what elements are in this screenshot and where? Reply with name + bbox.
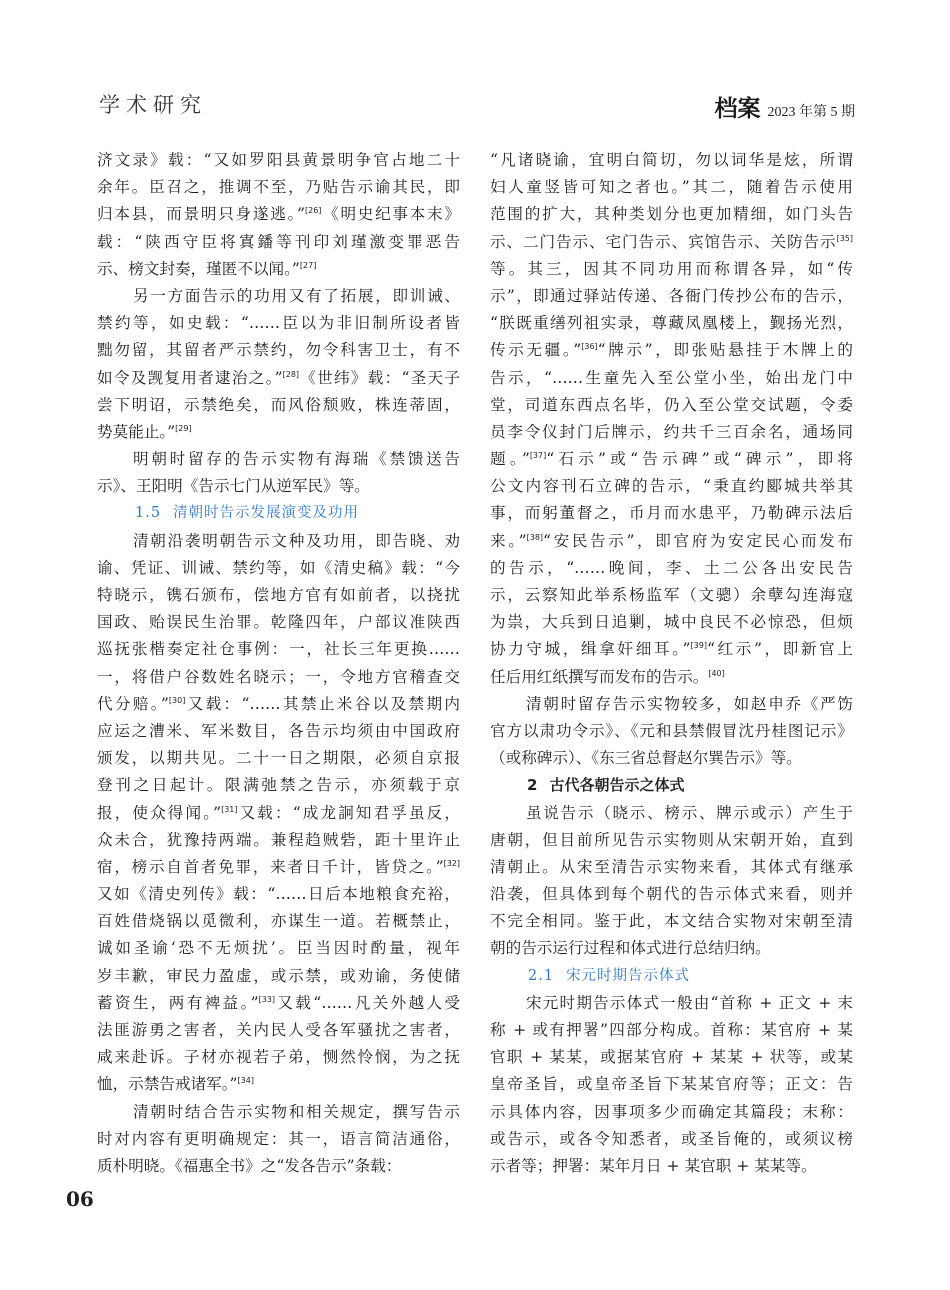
text-line: 众未合，犹豫持两端。兼程趋贼砦，距十里许止 xyxy=(97,830,460,849)
heading-title: 古代各朝告示之体式 xyxy=(549,776,685,795)
text-line: 朝的告示运行过程和体式进行总结归纳。 xyxy=(490,939,771,958)
running-header-right xyxy=(715,90,856,123)
journal-logo: 档案 xyxy=(714,95,761,122)
text-line: 示，云察知此举系杨监军（文骢）余孽勾连海寇 xyxy=(490,586,853,604)
text-line: 百姓借烧锅以觅微利，亦谋生一道。若概禁止， xyxy=(97,912,460,931)
paragraph xyxy=(490,800,853,963)
column-right xyxy=(490,147,853,1180)
text-line: 来。”[38]“安民告示”，即官府为安定民心而发布 xyxy=(490,531,853,550)
footnote-ref: [39] xyxy=(690,641,707,651)
text-line: 沿袭，但具体到每个朝代的告示体式来看，则并 xyxy=(490,885,853,904)
text-line: 示”，即通过驿站传递、各衙门传抄公布的告示， xyxy=(490,286,853,305)
paragraph xyxy=(97,283,460,446)
text-line: 妇人童竖皆可知之者也。”其二，随着告示使用 xyxy=(490,178,853,197)
paragraph xyxy=(490,147,853,691)
text-line: 恤，示禁告戒诸军。”[34] xyxy=(97,1075,254,1094)
section-heading xyxy=(490,772,853,799)
text-line: 官职 + 某某，或据某官府 + 某某 + 状等，或某 xyxy=(490,1048,853,1067)
text-line: 题。”[37]“石示”或“告示碑”或“碑示”，即将 xyxy=(490,450,853,469)
text-line: 明朝时留存的告示实物有海瑞《禁馈送告 xyxy=(133,450,460,469)
text-line: 巡抚张楷奏定社仓事例：一，社长三年更换…… xyxy=(97,640,460,659)
text-line: （或称碑示）、《东三省总督赵尔巽告示》等。 xyxy=(490,749,802,768)
text-line: 示、二门告示、宅门告示、宾馆告示、关防告示[35] xyxy=(490,232,853,251)
paragraph xyxy=(97,1099,460,1181)
text-line: 清朝沿袭明朝告示文种及功用，即告晓、劝 xyxy=(133,531,460,550)
text-line: 余年。臣召之，推调不至，乃贴告示谕其民，即 xyxy=(97,178,460,197)
text-line: 报，使众得闻。”[31]又载：“成龙詗知君孚虽反， xyxy=(97,803,460,822)
running-header-section: 学术研究 xyxy=(99,93,207,117)
footnote-ref: [28] xyxy=(282,369,300,379)
text-line: 时对内容有更明确规定：其一，语言简洁通俗， xyxy=(97,1129,460,1148)
text-line: 国政、贻误民生治罪。乾隆四年，户部议准陕西 xyxy=(97,613,460,632)
text-line: 特晓示，镌石颁布，偿地方官有如前者，以挠扰 xyxy=(97,586,460,604)
footnote-ref: [30] xyxy=(168,695,186,705)
text-line: 宋元时期告示体式一般由“首称 + 正文 + 末 xyxy=(526,993,853,1012)
text-line: 清朝时留存告示实物较多，如赵申乔《严饬 xyxy=(526,694,853,713)
text-line: 颁发，以期共见。二十一日之期限，必须自京报 xyxy=(97,749,460,768)
footnote-ref: [26] xyxy=(305,206,322,216)
paragraph xyxy=(490,990,853,1180)
text-line: 员李令仪封门后牌示，约共千三百余名，通场同 xyxy=(490,422,853,441)
text-line: 示具体内容，因事项多少而确定其篇段；末称： xyxy=(490,1102,853,1121)
text-line: 不完全相同。鉴于此，本文结合实物对宋朝至清 xyxy=(490,912,853,931)
text-line: 蓄资生，两有裨益。”[33]又载“……凡关外越人受 xyxy=(97,993,460,1012)
text-line: 另一方面告示的功用又有了拓展，即训诫、 xyxy=(133,286,460,305)
text-line: 范围的扩大，其种类划分也更加精细，如门头告 xyxy=(490,205,853,224)
heading-number: 2 xyxy=(527,776,538,795)
text-line: 代分赔。”[30]又载：“……其禁止米谷以及禁期内 xyxy=(97,694,460,713)
text-line: 谕、凭证、训诫、禁约等，如《清史稿》载：“今 xyxy=(97,558,460,577)
text-line: 如令及觊复用者逮治之。”[28]《世纬》载：“圣天子 xyxy=(97,368,460,387)
text-line: 又如《清史列传》载：“……日后本地粮食充裕， xyxy=(97,885,460,904)
text-line: 应运之漕米、军米数目，各告示均须由中国政府 xyxy=(97,721,460,740)
text-line: 示》、王阳明《告示七门从逆军民》等。 xyxy=(97,477,370,496)
text-line: 咸来赴诉。子材亦视若子弟，恻然怜悯，为之抚 xyxy=(97,1048,460,1067)
text-line: 黜勿留，其留者严示禁约，勿令科害卫士，有不 xyxy=(97,341,460,360)
text-line: 堂，司道东西点名毕，仍入至公堂交试题，令委 xyxy=(490,395,853,414)
text-line: 官方以肃功令示》、《元和县禁假冒沈丹桂图记示》 xyxy=(490,721,853,740)
page-number: 06 xyxy=(66,1187,94,1211)
footnote-ref: [40] xyxy=(708,668,725,678)
text-line: 诚如圣谕‘恐不无烦扰’。臣当因时酌量，视年 xyxy=(97,939,460,958)
text-line: 任后用红纸撰写而发布的告示。[40] xyxy=(490,667,725,686)
text-line: 称 + 或有押署”四部分构成。首称：某官府 + 某 xyxy=(490,1021,853,1039)
text-line: 清朝时结合告示实物和相关规定，撰写告示 xyxy=(133,1102,460,1121)
text-line: 势莫能止。”[29] xyxy=(97,422,192,441)
text-line: 或告示，或各令知悉者，或圣旨俺的，或须议榜 xyxy=(490,1129,853,1148)
text-line: 尝下明诏，示禁绝矣，而风俗颓败，株连蒂固， xyxy=(97,395,460,414)
text-line: 协力守城，缉拿奸细耳。”[39]“红示”，即新官上 xyxy=(490,640,853,659)
column-left xyxy=(97,147,460,1180)
footnote-ref: [38] xyxy=(526,532,544,542)
paragraph xyxy=(97,147,460,283)
text-line: 济文录》载：“又如罗阳县黄景明争官占地二十 xyxy=(97,151,460,169)
heading-number: 2.1 xyxy=(528,967,555,984)
subsection-heading xyxy=(97,500,460,527)
text-line: 唐朝，但目前所见告示实物则从宋朝开始，直到 xyxy=(490,830,853,849)
footnote-ref: [32] xyxy=(443,858,460,868)
text-line: 事，而躬董督之，币月而水患平，乃勒碑示法后 xyxy=(490,504,853,523)
text-line: 禁约等，如史载：“……臣以为非旧制所设者皆 xyxy=(97,314,460,333)
text-line: 清朝止。从宋至清告示实物来看，其体式有继承 xyxy=(490,857,853,876)
text-line: 公文内容刊石立碑的告示，“秉直约郾城共举其 xyxy=(490,477,853,496)
text-line: “朕既重缮列祖实录，尊藏凤凰楼上，觐扬光烈， xyxy=(490,314,853,333)
text-line: 虽说告示（晓示、榜示、牌示或示）产生于 xyxy=(526,803,853,822)
text-line: 法匪游勇之害者，关内民人受各军骚扰之害者， xyxy=(97,1021,460,1039)
text-line: 等。其三，因其不同功用而称谓各异，如“传 xyxy=(490,259,853,278)
footnote-ref: [27] xyxy=(299,260,317,270)
text-line: 载：“陕西守臣将寘鐇等刊印刘瑾激变罪恶告 xyxy=(97,232,460,251)
footnote-ref: [35] xyxy=(836,233,853,243)
heading-title: 宋元时期告示体式 xyxy=(566,967,691,984)
text-line: 质朴明晓。《福惠全书》之“发各告示”条载： xyxy=(97,1156,402,1175)
footnote-ref: [31] xyxy=(221,804,238,814)
text-line: 为祟，大兵到日追剿，城中良民不必惊恐，但烦 xyxy=(490,613,853,632)
text-line: 岁丰歉，审民力盈虚，或示禁，或劝谕，务使储 xyxy=(97,966,460,985)
text-line: 宿，榜示自首者免罪，来者日千计，皆贷之。”[32] xyxy=(97,857,460,876)
subsection-heading xyxy=(490,963,853,990)
text-line: “凡诸晓谕，宜明白简切，勿以词华是炫，所谓 xyxy=(490,151,853,169)
text-line: 登刊之日起计。限满弛禁之告示，亦须载于京 xyxy=(97,776,460,795)
text-line: 告示，“……生童先入至公堂小坐，始出龙门中 xyxy=(490,368,853,387)
text-line: 一，将借户谷数姓名晓示；一，令地方官稽查交 xyxy=(97,667,460,686)
heading-title: 清朝时告示发展演变及功用 xyxy=(173,505,360,522)
paragraph xyxy=(97,446,460,500)
footnote-ref: [36] xyxy=(581,342,598,352)
heading-number: 1.5 xyxy=(135,505,162,522)
footnote-ref: [29] xyxy=(175,423,192,433)
text-line: 传示无疆。”[36]“牌示”，即张贴悬挂于木牌上的 xyxy=(490,341,853,360)
text-line: 皇帝圣旨，或皇帝圣旨下某某官府等；正文：告 xyxy=(490,1075,853,1094)
issue-label: 2023 年第 5 期 xyxy=(767,105,855,120)
paragraph xyxy=(97,528,460,1099)
footnote-ref: [34] xyxy=(237,1076,254,1086)
footnote-ref: [37] xyxy=(529,451,547,461)
text-line: 的告示，“……晚间，李、土二公各出安民告 xyxy=(490,558,853,577)
text-line: 示、榜文封奏，瑾匿不以闻。”[27] xyxy=(97,259,317,278)
text-line: 示者等；押署：某年月日 + 某官职 + 某某等。 xyxy=(490,1156,817,1175)
footnote-ref: [33] xyxy=(258,994,276,1004)
text-line: 归本县，而景明只身遂逃。”[26]《明史纪事本末》 xyxy=(97,205,460,224)
paragraph xyxy=(490,691,853,773)
